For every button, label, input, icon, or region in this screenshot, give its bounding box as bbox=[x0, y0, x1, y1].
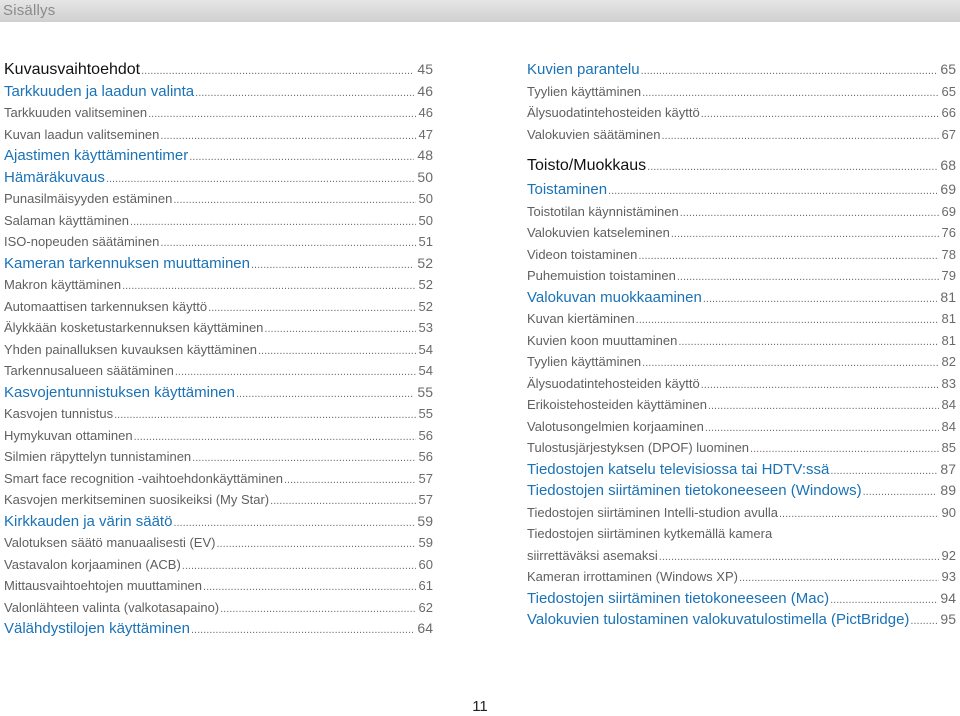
toc-entry-title: Tyylien käyttäminen bbox=[527, 354, 642, 369]
toc-entry-title: Kirkkauden ja värin säätö bbox=[4, 512, 173, 530]
toc-entry[interactable] bbox=[527, 437, 956, 459]
toc-entry[interactable] bbox=[527, 124, 956, 146]
toc-page-number: 52 bbox=[417, 254, 433, 271]
toc-entry-title: ISO-nopeuden säätäminen bbox=[4, 234, 160, 249]
toc-entry-title: Tarkkuuden ja laadun valinta bbox=[4, 82, 195, 100]
toc-entry-title: Hymykuvan ottaminen bbox=[4, 427, 133, 443]
toc-page-number: 57 bbox=[418, 470, 433, 486]
toc-page-number: 50 bbox=[418, 191, 433, 206]
toc-page-number: 45 bbox=[417, 61, 433, 77]
toc-entry-title: siirrettäväksi asemaksi bbox=[527, 547, 658, 563]
toc-section-heading[interactable] bbox=[527, 179, 956, 201]
toc-entry-title: Tyylien käyttäminen bbox=[527, 83, 642, 99]
header-bar bbox=[0, 0, 960, 22]
toc-page-number: 87 bbox=[940, 460, 956, 477]
toc-entry-title: Tulostusjärjestyksen (DPOF) luominen bbox=[527, 440, 750, 455]
toc-entry-title: Tarkkuuden valitseminen bbox=[4, 105, 148, 120]
toc-dot-leader bbox=[608, 181, 937, 203]
toc-page-number: 66 bbox=[941, 105, 956, 120]
toc-entry-title: Valokuvan muokkaaminen bbox=[527, 288, 702, 306]
toc-page-number: 64 bbox=[417, 620, 433, 636]
toc-dot-leader bbox=[114, 405, 415, 427]
toc-entry[interactable] bbox=[4, 403, 433, 425]
toc-section-heading[interactable] bbox=[527, 59, 956, 81]
toc-page-number: 84 bbox=[941, 397, 956, 412]
toc-entry-title: Älysuodatintehosteiden käyttö bbox=[527, 105, 700, 120]
toc-entry[interactable] bbox=[4, 532, 433, 554]
toc-entry-title: Puhemuistion toistaminen bbox=[527, 268, 676, 283]
toc-entry[interactable] bbox=[527, 81, 956, 103]
toc-page-number: 60 bbox=[418, 556, 433, 572]
toc-entry[interactable] bbox=[4, 188, 433, 210]
toc-page-number: 85 bbox=[941, 440, 956, 455]
toc-page-number: 52 bbox=[418, 298, 433, 314]
toc-section-heading[interactable] bbox=[4, 511, 433, 533]
toc-entry[interactable] bbox=[4, 575, 433, 597]
toc-page-number: 50 bbox=[418, 212, 433, 228]
toc-dot-leader bbox=[705, 418, 939, 440]
toc-entry[interactable] bbox=[527, 416, 956, 438]
toc-page-number: 46 bbox=[418, 105, 433, 120]
toc-dot-leader bbox=[661, 126, 938, 148]
toc-dot-leader bbox=[208, 298, 415, 320]
toc-entry-title: Silmien räpyttelyn tunnistaminen bbox=[4, 449, 192, 464]
toc-entry-title: Salaman käyttäminen bbox=[4, 212, 130, 228]
toc-dot-leader bbox=[173, 190, 415, 212]
toc-entry-title: Toistotilan käynnistäminen bbox=[527, 203, 679, 219]
toc-section-heading[interactable] bbox=[4, 81, 433, 103]
toc-page-number: 89 bbox=[940, 482, 956, 498]
toc-page-number: 82 bbox=[941, 354, 956, 369]
toc-page-number: 55 bbox=[418, 406, 433, 421]
toc-entry[interactable] bbox=[527, 222, 956, 244]
toc-entry[interactable] bbox=[527, 102, 956, 124]
toc-page-number: 53 bbox=[418, 320, 433, 335]
toc-entry-title: Hämäräkuvaus bbox=[4, 168, 105, 186]
toc-entry[interactable] bbox=[527, 373, 956, 395]
toc-entry[interactable] bbox=[4, 425, 433, 447]
toc-entry[interactable] bbox=[527, 566, 956, 588]
toc-page-number: 62 bbox=[418, 599, 433, 615]
toc-page-number: 69 bbox=[940, 181, 956, 197]
toc-section-heading[interactable] bbox=[527, 609, 956, 631]
toc-entry-title: Valokuvien säätäminen bbox=[527, 126, 661, 142]
toc-entry[interactable] bbox=[527, 244, 956, 266]
toc-entry-title: Ajastimen käyttäminentimer bbox=[4, 147, 189, 164]
toc-entry-title: Tiedostojen siirtäminen tietokoneeseen (Mac) bbox=[527, 589, 830, 607]
toc-page-number: 65 bbox=[941, 83, 956, 99]
toc-entry-title: Toisto/Muokkaus bbox=[527, 157, 647, 174]
toc-entry[interactable] bbox=[4, 360, 433, 382]
toc-dot-leader bbox=[191, 620, 414, 642]
page-title: Sisällys bbox=[3, 2, 56, 19]
toc-dot-leader bbox=[236, 384, 414, 406]
toc-right-column bbox=[527, 59, 956, 631]
toc-section-heading[interactable] bbox=[4, 253, 433, 275]
toc-page-number: 59 bbox=[417, 512, 433, 529]
toc-dot-leader bbox=[270, 491, 415, 513]
toc-entry[interactable] bbox=[4, 468, 433, 490]
toc-entry[interactable] bbox=[527, 308, 956, 330]
toc-dot-leader bbox=[680, 203, 939, 225]
toc-entry-title: Tiedostojen siirtäminen kytkemällä kamera bbox=[527, 526, 773, 541]
toc-entry-title: Kasvojen tunnistus bbox=[4, 406, 114, 421]
toc-dot-leader bbox=[106, 169, 415, 191]
toc-dot-leader bbox=[830, 590, 937, 612]
toc-page-number: 81 bbox=[940, 288, 956, 305]
toc-entry-title: Erikoistehosteiden käyttäminen bbox=[527, 397, 707, 412]
toc-dot-leader bbox=[258, 341, 416, 363]
toc-entry[interactable] bbox=[527, 201, 956, 223]
toc-entry[interactable] bbox=[527, 545, 956, 567]
toc-entry-title: Älysuodatintehosteiden käyttö bbox=[527, 375, 700, 391]
toc-page-number: 92 bbox=[941, 547, 956, 563]
toc-page-number: 52 bbox=[418, 277, 433, 292]
toc-page-number: 79 bbox=[941, 268, 956, 283]
toc-dot-leader bbox=[160, 233, 415, 255]
toc-entry-title: Yhden painalluksen kuvauksen käyttäminen bbox=[4, 341, 257, 357]
toc-page-number: 61 bbox=[418, 578, 433, 593]
toc-dot-leader bbox=[148, 104, 415, 126]
toc-entry-title: Tiedostojen siirtäminen Intelli-studion avulla bbox=[527, 504, 778, 520]
toc-entry-title: Kuvien koon muuttaminen bbox=[527, 332, 678, 348]
toc-dot-leader bbox=[182, 556, 416, 578]
toc-page-number: 81 bbox=[941, 332, 956, 348]
toc-section-heading[interactable] bbox=[4, 382, 433, 404]
toc-dot-leader bbox=[750, 439, 938, 461]
toc-dot-leader bbox=[779, 504, 939, 526]
toc-entry[interactable] bbox=[4, 317, 433, 339]
toc-entry-title: Valokuvien katseleminen bbox=[527, 225, 670, 240]
toc-entry-title: Toistaminen bbox=[527, 181, 608, 198]
toc-entry-title: Punasilmäisyyden estäminen bbox=[4, 191, 173, 206]
toc-page-number: 95 bbox=[940, 611, 956, 627]
toc-dot-leader bbox=[216, 534, 415, 556]
toc-entry[interactable] bbox=[4, 446, 433, 468]
toc-page-number: 56 bbox=[418, 427, 433, 443]
toc-section-heading[interactable] bbox=[527, 588, 956, 610]
toc-entry-title: Valonlähteen valinta (valkotasapaino) bbox=[4, 599, 220, 615]
toc-page-number: 90 bbox=[941, 504, 956, 520]
toc-dot-leader bbox=[141, 61, 414, 83]
toc-page-number: 68 bbox=[940, 157, 956, 173]
toc-entry-title: Kuvausvaihtoehdot bbox=[4, 61, 141, 78]
toc-entry-title: Kasvojen merkitseminen suosikeiksi (My Star) bbox=[4, 492, 270, 507]
toc-entry[interactable] bbox=[4, 489, 433, 511]
toc-entry-title: Kuvan laadun valitseminen bbox=[4, 126, 160, 142]
toc-section-heading[interactable] bbox=[527, 480, 956, 502]
toc-dot-leader bbox=[130, 212, 416, 234]
toc-dot-leader bbox=[703, 289, 938, 311]
toc-page-number: 57 bbox=[418, 492, 433, 507]
toc-entry[interactable] bbox=[527, 265, 956, 287]
toc-page-number: 84 bbox=[941, 418, 956, 434]
toc-dot-leader bbox=[910, 611, 937, 633]
toc-entry[interactable] bbox=[4, 210, 433, 232]
toc-entry-title: Tiedostojen katselu televisiossa tai HDTV:ssä bbox=[527, 460, 830, 478]
toc-entry[interactable] bbox=[4, 102, 433, 124]
toc-page-number: 93 bbox=[941, 569, 956, 584]
toc-section-heading[interactable] bbox=[527, 152, 956, 179]
toc-dot-leader bbox=[189, 147, 414, 169]
toc-entry-title: Makron käyttäminen bbox=[4, 277, 122, 292]
toc-dot-leader bbox=[701, 104, 939, 126]
toc-dot-leader bbox=[642, 83, 938, 105]
toc-page-number: 54 bbox=[418, 363, 433, 378]
toc-dot-leader bbox=[251, 255, 414, 277]
toc-section-heading[interactable] bbox=[527, 287, 956, 309]
toc-dot-leader bbox=[122, 276, 415, 298]
toc-entry-title: Tarkennusalueen säätäminen bbox=[4, 363, 174, 378]
toc-dot-leader bbox=[677, 267, 939, 289]
toc-entry[interactable] bbox=[4, 296, 433, 318]
toc-page-number: 56 bbox=[418, 449, 433, 464]
toc-dot-leader bbox=[638, 246, 938, 268]
toc-entry-title: Kuvan kiertäminen bbox=[527, 311, 635, 326]
toc-entry-title: Mittausvaihtoehtojen muuttaminen bbox=[4, 578, 203, 593]
toc-page-number: 46 bbox=[417, 82, 433, 99]
toc-dot-leader bbox=[671, 224, 939, 246]
toc-page-number: 69 bbox=[941, 203, 956, 219]
page-number: 11 bbox=[472, 698, 488, 715]
toc-entry-title: Kasvojentunnistuksen käyttäminen bbox=[4, 383, 235, 401]
toc-entry-title: Kuvien parantelu bbox=[527, 61, 640, 78]
toc-entry-title: Vastavalon korjaaminen (ACB) bbox=[4, 556, 181, 572]
toc-entry[interactable] bbox=[4, 124, 433, 146]
toc-entry-title: Älykkään kosketustarkennuksen käyttäminen bbox=[4, 320, 264, 335]
toc-entry[interactable] bbox=[4, 339, 433, 361]
toc-entry[interactable] bbox=[4, 554, 433, 576]
toc-dot-leader bbox=[863, 482, 938, 504]
toc-entry[interactable] bbox=[527, 523, 956, 545]
toc-section-heading[interactable] bbox=[4, 167, 433, 189]
toc-left-column bbox=[4, 59, 433, 640]
toc-entry-title: Kameran irrottaminen (Windows XP) bbox=[527, 569, 738, 584]
toc-entry[interactable] bbox=[527, 351, 956, 373]
toc-entry-title: Smart face recognition -vaihtoehdonkäyttäminen bbox=[4, 470, 283, 486]
toc-dot-leader bbox=[284, 470, 416, 492]
toc-dot-leader bbox=[659, 547, 939, 569]
toc-dot-leader bbox=[739, 568, 939, 590]
toc-section-heading[interactable] bbox=[4, 618, 433, 640]
toc-section-heading[interactable] bbox=[527, 459, 956, 481]
toc-entry-title: Valotuksen säätö manuaalisesti (EV) bbox=[4, 535, 216, 550]
toc-page-number: 67 bbox=[941, 126, 956, 142]
toc-entry-title: Valotusongelmien korjaaminen bbox=[527, 418, 704, 434]
toc-entry[interactable] bbox=[4, 274, 433, 296]
toc-dot-leader bbox=[220, 599, 415, 621]
toc-page-number: 65 bbox=[940, 61, 956, 77]
toc-page-number: 48 bbox=[417, 147, 433, 163]
toc-entry-title: Tiedostojen siirtäminen tietokoneeseen (Windows) bbox=[527, 482, 862, 499]
toc-dot-leader bbox=[192, 448, 415, 470]
toc-page-number: 78 bbox=[941, 246, 956, 262]
toc-entry[interactable] bbox=[4, 231, 433, 253]
toc-section-heading[interactable] bbox=[4, 59, 433, 81]
toc-dot-leader bbox=[678, 332, 938, 354]
toc-page-number: 47 bbox=[418, 126, 433, 142]
toc-page-number: 55 bbox=[417, 383, 433, 400]
toc-entry-title: Kameran tarkennuksen muuttaminen bbox=[4, 254, 250, 272]
toc-page-number: 83 bbox=[941, 375, 956, 391]
toc-section-heading[interactable] bbox=[4, 145, 433, 167]
toc-entry[interactable] bbox=[527, 330, 956, 352]
toc-dot-leader bbox=[264, 319, 415, 341]
toc-dot-leader bbox=[701, 375, 939, 397]
toc-dot-leader bbox=[636, 310, 939, 332]
toc-page-number: 94 bbox=[940, 589, 956, 606]
toc-dot-leader bbox=[203, 577, 416, 599]
toc-entry-title: Välähdystilojen käyttäminen bbox=[4, 620, 190, 637]
toc-entry[interactable] bbox=[4, 597, 433, 619]
toc-entry-title: Videon toistaminen bbox=[527, 246, 638, 262]
toc-entry[interactable] bbox=[527, 394, 956, 416]
toc-dot-leader bbox=[160, 126, 415, 148]
toc-dot-leader bbox=[647, 154, 937, 181]
toc-dot-leader bbox=[641, 61, 938, 83]
toc-page-number: 76 bbox=[941, 225, 956, 240]
toc-entry-title: Valokuvien tulostaminen valokuvatulostimella (PictBridge) bbox=[527, 611, 910, 628]
toc-dot-leader bbox=[175, 362, 416, 384]
toc-page-number: 54 bbox=[418, 341, 433, 357]
toc-page-number: 51 bbox=[418, 234, 433, 249]
toc-dot-leader bbox=[134, 427, 416, 449]
toc-page-number: 59 bbox=[418, 535, 433, 550]
toc-page-number: 81 bbox=[941, 311, 956, 326]
toc-dot-leader bbox=[173, 513, 414, 535]
toc-dot-leader bbox=[195, 83, 414, 105]
toc-dot-leader bbox=[830, 461, 937, 483]
toc-dot-leader bbox=[708, 396, 939, 418]
toc-entry[interactable] bbox=[527, 502, 956, 524]
toc-dot-leader bbox=[642, 353, 938, 375]
toc-page-number: 50 bbox=[417, 168, 433, 185]
toc-entry-title: Automaattisen tarkennuksen käyttö bbox=[4, 298, 208, 314]
